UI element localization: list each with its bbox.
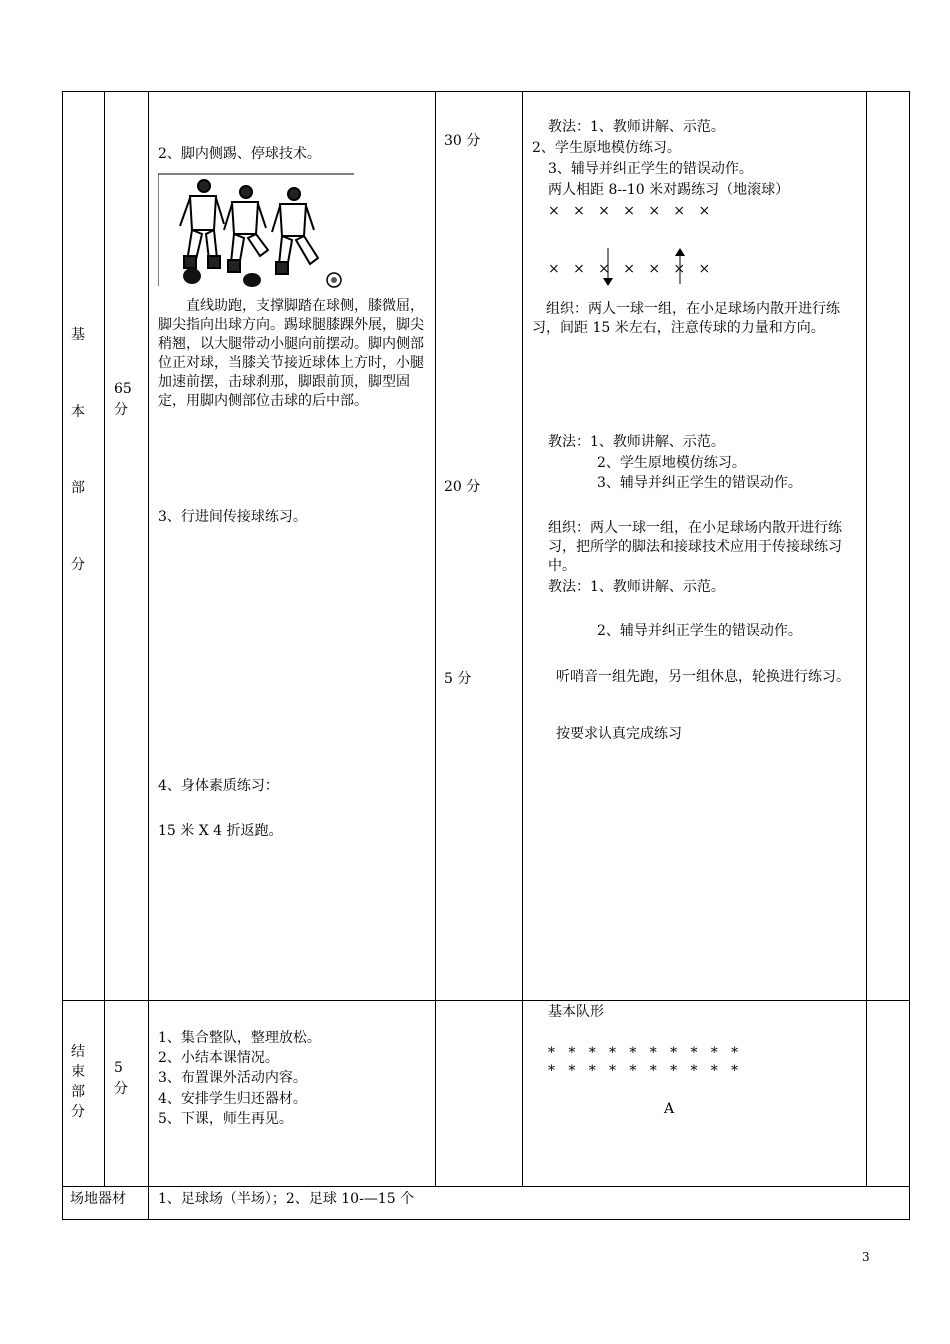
table-divider-basic-end (62, 1000, 910, 1001)
item2-description: 直线助跑，支撑脚踏在球侧，膝微屈，脚尖指向出球方向。踢球腿膝踝外展，脚尖稍翘，以大腿带动小腿向前摆动。脚内侧部位正对球，当膝关节接近球体上方时，小腿加速前摆，击球刹那，脚跟前顶，脚型固定，用脚内侧部位击球的后中部。 (158, 298, 424, 409)
list-item: 4、安排学生归还器材。 (158, 1091, 307, 1107)
table-border-left (62, 91, 63, 1220)
table-border-top (62, 91, 910, 92)
duration-20: 20 分 (444, 479, 481, 495)
col-divider-1 (104, 91, 105, 1186)
method3-line2: 2、辅导并纠正学生的错误动作。 (597, 623, 802, 639)
method4-text: 听哨音一组先跑，另一组休息，轮换进行练习。 (556, 669, 850, 685)
section-label-char: 本 (71, 404, 85, 420)
table-border-bottom (62, 1219, 910, 1220)
time-unit: 分 (114, 1081, 128, 1097)
section-label-char: 结 (71, 1044, 85, 1060)
formation-title: 基本队形 (548, 1004, 604, 1020)
list-item: 5、下课，师生再见。 (158, 1111, 293, 1127)
method1-line4: 两人相距 8--10 米对踢练习（地滚球） (548, 182, 790, 198)
formation-teacher: A (664, 1101, 675, 1117)
item3-title: 3、行进间传接球练习。 (158, 509, 307, 525)
section-label-char: 分 (71, 1104, 85, 1120)
equipment-text: 1、足球场（半场）；2、足球 10-—15 个 (158, 1191, 415, 1207)
method3-line1: 教法：1、教师讲解、示范。 (548, 579, 725, 595)
section-label-char: 部 (71, 1084, 85, 1100)
organization-1: 组织：两人一球一组，在小足球场内散开进行练习，间距 15 米左右，注意传球的力量和方向。 (532, 301, 840, 336)
duration-5: 5 分 (444, 671, 472, 687)
page-number: 3 (862, 1250, 870, 1264)
formation-row: × × × × × × × (548, 203, 711, 219)
section-label-char: 分 (71, 557, 85, 573)
formation-row: × × × × × × × (548, 261, 711, 277)
kick-technique-illustration (158, 172, 354, 288)
method4-line2: 按要求认真完成练习 (556, 726, 682, 742)
method1-line3: 3、辅导并纠正学生的错误动作。 (548, 161, 753, 177)
method2-line3: 3、辅导并纠正学生的错误动作。 (597, 475, 802, 491)
organization-2: 组织：两人一球一组，在小足球场内散开进行练习，把所学的脚法和接球技术应用于传接球练习中。 (548, 520, 842, 574)
formation-row: * * * * * * * * * * (548, 1045, 739, 1061)
time-value: 65 (114, 381, 132, 397)
time-value: 5 (114, 1060, 123, 1076)
duration-30: 30 分 (444, 133, 481, 149)
item4-title: 4、身体素质练习： (158, 778, 279, 794)
section-label-char: 束 (71, 1064, 85, 1080)
list-item: 1、集合整队，整理放松。 (158, 1030, 321, 1046)
method2-line1: 教法：1、教师讲解、示范。 (548, 434, 725, 450)
method1-line2: 2、学生原地模仿练习。 (532, 140, 681, 156)
table-divider-end-equipment (62, 1186, 910, 1187)
item2-title: 2、脚内侧踢、停球技术。 (158, 146, 321, 162)
formation-row: * * * * * * * * * * (548, 1063, 739, 1079)
list-item: 2、小结本课情况。 (158, 1050, 279, 1066)
col-divider-4 (522, 91, 523, 1186)
col-divider-3 (435, 91, 436, 1186)
col-divider-5 (866, 91, 867, 1186)
col-divider-2 (148, 91, 149, 1220)
list-item: 3、布置课外活动内容。 (158, 1070, 307, 1086)
time-unit: 分 (114, 402, 128, 418)
section-label-char: 部 (71, 480, 85, 496)
method1-line1: 教法：1、教师讲解、示范。 (548, 119, 725, 135)
method2-line2: 2、学生原地模仿练习。 (597, 455, 746, 471)
item4-detail: 15 米 X 4 折返跑。 (158, 823, 283, 839)
equipment-label: 场地器材 (70, 1191, 126, 1207)
table-border-right (909, 91, 910, 1220)
section-label-char: 基 (71, 327, 85, 343)
